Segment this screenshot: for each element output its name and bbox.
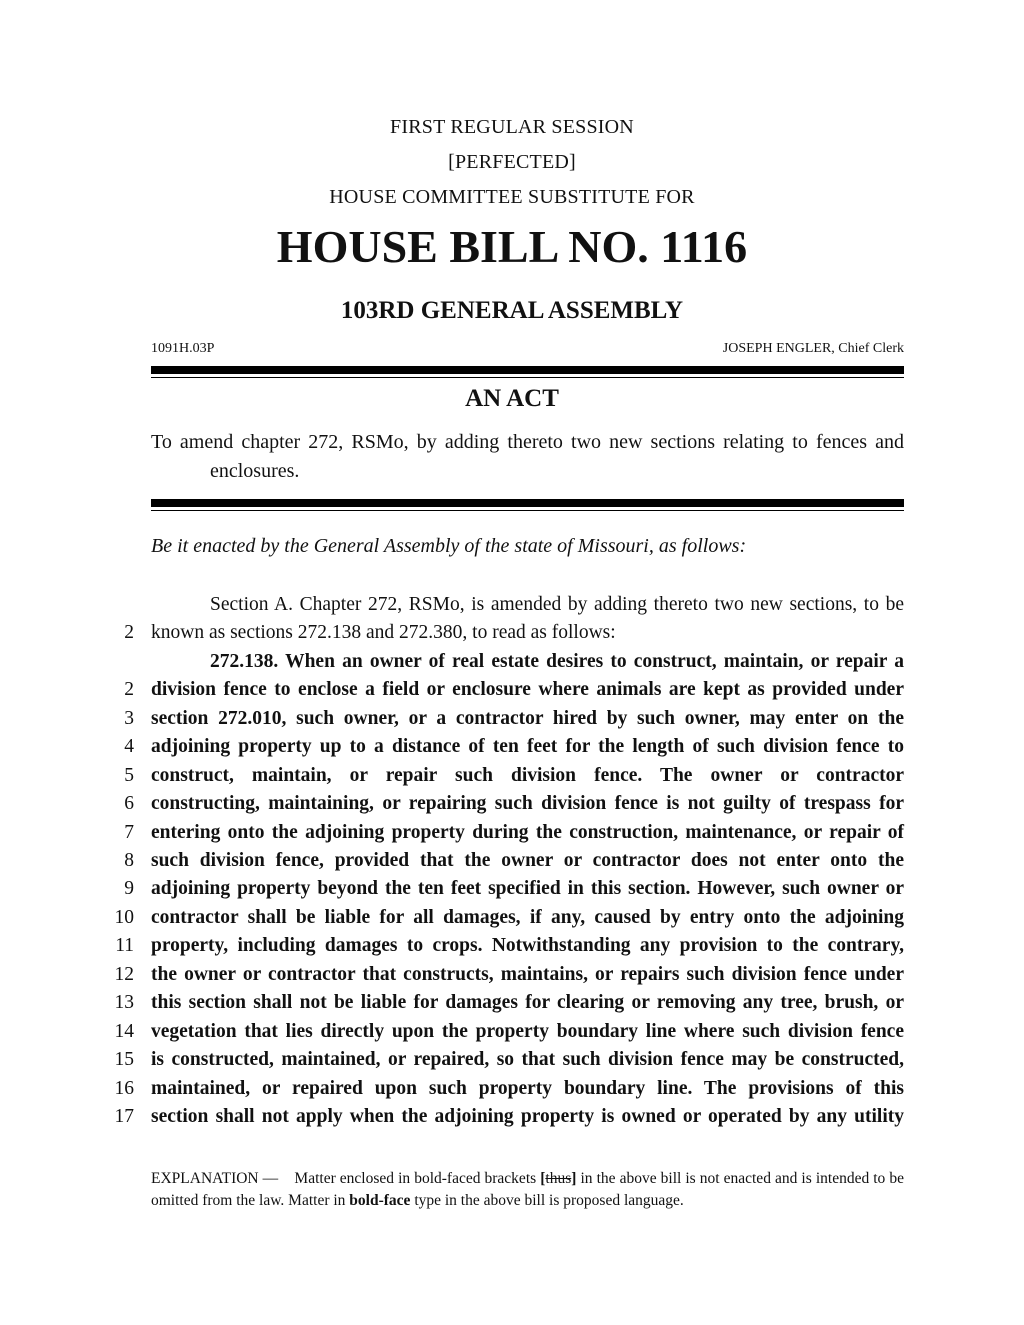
bill-line: construct, maintain, or repair such division fence. The owner or contractor (151, 765, 904, 786)
bill-line: the owner or contractor that constructs, maintains, or repairs such division fence under (151, 964, 904, 985)
title-rule-thick (151, 499, 904, 507)
line-number: 13 (114, 992, 134, 1013)
section-272-138-line-1 (210, 648, 904, 676)
substitute-heading: HOUSE COMMITTEE SUBSTITUTE FOR (329, 186, 695, 208)
act-title-line-1: To amend chapter 272, RSMo, by adding thereto two new sections relating to fences and (151, 431, 904, 453)
bold-face-example: bold-face (349, 1192, 411, 1209)
line-number: 6 (124, 793, 134, 814)
line-number: 8 (124, 850, 134, 871)
bill-line: is constructed, maintained, or repaired, so that such division fence may be constructed, (151, 1049, 904, 1070)
title-rule-thin (151, 510, 904, 511)
bill-line: section 272.010, such owner, or a contractor hired by such owner, may enter on the (151, 708, 904, 729)
line-number: 17 (114, 1106, 134, 1127)
section-a-line-1: Section A. Chapter 272, RSMo, is amended by adding thereto two new sections, to be (210, 594, 904, 615)
chief-clerk: JOSEPH ENGLER, Chief Clerk (722, 341, 904, 356)
session-heading: FIRST REGULAR SESSION (390, 116, 634, 138)
bill-line: vegetation that lies directly upon the property boundary line where such division fence (151, 1021, 904, 1042)
act-title-text (151, 428, 904, 486)
line-number: 15 (114, 1049, 134, 1070)
bill-line: such division fence, provided that the owner or contractor does not enter onto the (151, 850, 904, 871)
bill-number: HOUSE BILL NO. 1116 (276, 221, 748, 272)
explanation-text-3: type in the above bill is proposed language. (410, 1192, 684, 1209)
line-number: 11 (115, 935, 134, 956)
bill-line: maintained, or repaired upon such property boundary line. The provisions of this (151, 1078, 904, 1099)
status-heading: [PERFECTED] (448, 151, 576, 173)
explanation-note (151, 1168, 904, 1212)
line-number: 12 (114, 964, 134, 985)
bill-line: contractor shall be liable for all damages, if any, caused by entry onto the adjoining (151, 907, 904, 928)
bracket-close: ] (571, 1170, 577, 1187)
line-number: 4 (124, 736, 134, 757)
act-title-line-2: enclosures. (210, 460, 300, 482)
assembly-heading: 103RD GENERAL ASSEMBLY (340, 297, 684, 324)
line-number: 7 (124, 822, 134, 843)
document-code: 1091H.03P (151, 341, 215, 356)
line-number: 2 (124, 622, 134, 643)
line-number: 16 (114, 1078, 134, 1099)
line-number: 14 (114, 1021, 134, 1042)
bill-line: adjoining property up to a distance of ten feet for the length of such division fence to (151, 736, 904, 757)
bill-line: adjoining property beyond the ten feet specified in this section. However, such owner or (151, 878, 904, 899)
enacting-clause: Be it enacted by the General Assembly of the state of Missouri, as follows: (151, 535, 747, 557)
line-number: 5 (124, 765, 134, 786)
explanation-text-2: in the above bill is not enacted and is intended to be omitted from the law. Matter in (151, 1170, 904, 1209)
section-number: 272.138. (210, 651, 279, 672)
bill-line: section shall not apply when the adjoining property is owned or operated by any utility (151, 1106, 904, 1127)
header-rule-thin (151, 377, 904, 378)
bill-line: property, including damages to crops. Notwithstanding any provision to the contrary, (151, 935, 904, 956)
bill-line: this section shall not be liable for damages for clearing or removing any tree, brush, or (151, 992, 904, 1013)
bill-line: entering onto the adjoining property during the construction, maintenance, or repair of (151, 822, 904, 843)
header-rule-thick (151, 366, 904, 374)
section-272-138-line-1-text: When an owner of real estate desires to construct, maintain, or repair a (278, 651, 904, 672)
explanation-text-1: Matter enclosed in bold-faced brackets (294, 1170, 541, 1187)
line-number: 10 (114, 907, 134, 928)
bracket-open: [ (540, 1170, 546, 1187)
line-number: 9 (124, 878, 134, 899)
bill-line: constructing, maintaining, or repairing such division fence is not guilty of trespass for (151, 793, 904, 814)
bill-line: division fence to enclose a field or enclosure where animals are kept as provided under (151, 679, 904, 700)
line-number: 2 (124, 679, 134, 700)
act-heading: AN ACT (465, 385, 559, 412)
struck-example: thus (545, 1170, 572, 1187)
line-number: 3 (124, 708, 134, 729)
explanation-lead: EXPLANATION — (151, 1170, 279, 1187)
section-a-line-2: known as sections 272.138 and 272.380, to read as follows: (151, 622, 616, 643)
